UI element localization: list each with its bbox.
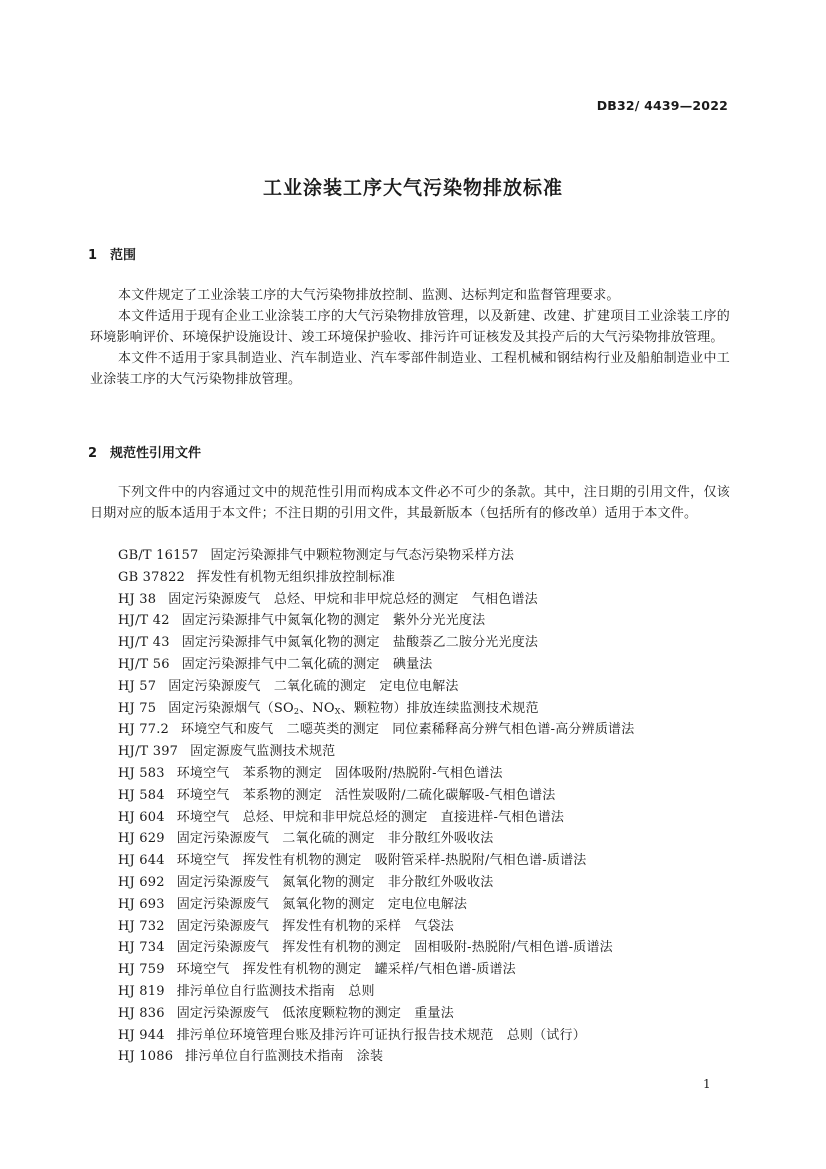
reference-code: GB 37822	[118, 569, 186, 585]
reference-title: 挥发性有机物无组织排放控制标准	[197, 569, 396, 585]
reference-code: HJ 584	[118, 787, 165, 803]
reference-code: HJ 583	[118, 765, 165, 781]
reference-title: 固定污染源废气 二氧化硫的测定 非分散红外吸收法	[176, 831, 494, 847]
reference-code: HJ 57	[118, 678, 157, 694]
subscript: X	[334, 706, 341, 716]
reference-title: 固定污染源排气中颗粒物测定与气态污染物采样方法	[210, 548, 515, 563]
reference-code: HJ 629	[118, 831, 165, 847]
reference-item	[118, 545, 634, 567]
reference-code: HJ 734	[118, 940, 165, 956]
reference-item	[118, 894, 634, 916]
reference-code: GB/T 16157	[118, 548, 199, 563]
section-2-number: 2	[88, 446, 98, 461]
reference-title: 环境空气 总烃、甲烷和非甲烷总烃的测定 直接进样-气相色谱法	[176, 809, 565, 825]
reference-item	[118, 850, 634, 872]
reference-title: 固定污染源废气 氮氧化物的测定 非分散红外吸收法	[176, 874, 494, 890]
reference-item	[118, 719, 634, 741]
reference-title: 排污单位自行监测技术指南 总则	[176, 983, 375, 999]
section-2-intro-text: 下列文件中的内容通过文中的规范性引用而构成本文件必不可少的条款。其中，注日期的引用文件，仅该日期对应的版本适用于本文件；不注日期的引用文件，其最新版本（包括所有的修改单）适用于本文件。	[90, 485, 730, 521]
reference-item	[118, 1046, 634, 1068]
reference-item	[118, 872, 634, 894]
reference-item	[118, 807, 634, 829]
reference-code: HJ 604	[118, 809, 165, 825]
section-1-paragraph: 本文件不适用于家具制造业、汽车制造业、汽车零部件制造业、工程机械和钢结构行业及船舶制造业中工业涂装工序的大气污染物排放管理。	[90, 351, 730, 387]
reference-code: HJ 692	[118, 874, 165, 890]
reference-code: HJ/T 397	[118, 744, 179, 760]
reference-item	[118, 632, 634, 654]
page-number: 1	[703, 1077, 711, 1091]
section-1-body	[90, 285, 730, 390]
reference-code: HJ 759	[118, 962, 165, 978]
reference-code: HJ 38	[118, 591, 157, 607]
reference-code: HJ 1086	[118, 1049, 174, 1065]
reference-title: 环境空气 苯系物的测定 活性炭吸附/二硫化碳解吸-气相色谱法	[176, 787, 556, 803]
reference-title	[168, 701, 538, 716]
reference-item	[118, 937, 634, 959]
reference-title: 固定污染源排气中氮氧化物的测定 盐酸萘乙二胺分光光度法	[181, 635, 539, 651]
section-1-paragraph: 本文件适用于现有企业工业涂装工序的大气污染物排放管理，以及新建、改建、扩建项目工业涂装工序的环境影响评价、环境保护设施设计、竣工环境保护验收、排污许可证核发及其投产后的大气污染物排放管理。	[90, 309, 730, 345]
reference-title: 固定污染源排气中二氧化硫的测定 碘量法	[181, 656, 433, 672]
reference-item	[118, 567, 634, 589]
reference-code: HJ 693	[118, 896, 165, 912]
reference-title-part: 、NO	[299, 700, 335, 716]
reference-title: 固定污染源废气 氮氧化物的测定 定电位电解法	[176, 896, 468, 912]
reference-title: 固定污染源废气 挥发性有机物的测定 固相吸附-热脱附/气相色谱-质谱法	[176, 940, 613, 956]
reference-item	[118, 981, 634, 1003]
reference-code: HJ 644	[118, 853, 165, 869]
section-2-intro	[90, 482, 730, 524]
section-2-title: 规范性引用文件	[110, 446, 202, 461]
reference-title: 固定污染源废气 挥发性有机物的采样 气袋法	[176, 918, 454, 934]
reference-title: 固定污染源废气 总烃、甲烷和非甲烷总烃的测定 气相色谱法	[168, 591, 538, 607]
section-1-heading	[88, 244, 136, 263]
reference-item	[118, 741, 634, 763]
reference-list	[118, 545, 634, 1068]
reference-title: 环境空气 挥发性有机物的测定 罐采样/气相色谱-质谱法	[176, 962, 516, 978]
reference-code: HJ/T 43	[118, 635, 170, 651]
section-1-number: 1	[88, 248, 98, 263]
section-1-paragraph: 本文件规定了工业涂装工序的大气污染物排放控制、监测、达标判定和监督管理要求。	[118, 288, 620, 303]
document-title: 工业涂装工序大气污染物排放标准	[262, 177, 563, 199]
reference-title-part: 固定污染源烟气（SO	[168, 700, 294, 716]
reference-code: HJ 819	[118, 983, 165, 999]
reference-title: 环境空气 苯系物的测定 固体吸附/热脱附-气相色谱法	[176, 765, 503, 781]
reference-item	[118, 654, 634, 676]
reference-item	[118, 1025, 634, 1047]
reference-code: HJ/T 56	[118, 656, 170, 672]
reference-title: 固定污染源废气 低浓度颗粒物的测定 重量法	[176, 1005, 454, 1021]
reference-title: 环境空气 挥发性有机物的测定 吸附管采样-热脱附/气相色谱-质谱法	[176, 853, 587, 869]
section-2-heading	[88, 442, 201, 461]
reference-code: HJ 77.2	[118, 722, 170, 738]
reference-title: 固定污染源废气 二氧化硫的测定 定电位电解法	[168, 678, 459, 694]
reference-item	[118, 676, 634, 698]
reference-item	[118, 785, 634, 807]
reference-code: HJ 836	[118, 1005, 165, 1021]
reference-item	[118, 828, 634, 850]
reference-item	[118, 698, 634, 720]
reference-title-part: 、颗粒物）排放连续监测技术规范	[340, 700, 539, 716]
reference-item	[118, 589, 634, 611]
reference-title: 排污单位环境管理台账及排污许可证执行报告技术规范 总则（试行）	[176, 1027, 586, 1043]
reference-code: HJ 732	[118, 918, 165, 934]
reference-title: 固定污染源排气中氮氧化物的测定 紫外分光光度法	[181, 613, 486, 629]
reference-item	[118, 916, 634, 938]
reference-code: HJ 75	[118, 700, 157, 716]
reference-item	[118, 610, 634, 632]
reference-title: 固定源废气监测技术规范	[190, 744, 336, 760]
reference-code: HJ 944	[118, 1027, 165, 1043]
reference-title: 排污单位自行监测技术指南 涂装	[185, 1049, 384, 1065]
reference-item	[118, 1003, 634, 1025]
reference-item	[118, 959, 634, 981]
section-1-title: 范围	[110, 248, 137, 263]
standard-code: DB32/ 4439—2022	[596, 98, 728, 113]
reference-code: HJ/T 42	[118, 613, 170, 629]
reference-item	[118, 763, 634, 785]
reference-title: 环境空气和废气 二噁英类的测定 同位素稀释高分辨气相色谱-高分辨质谱法	[181, 722, 635, 738]
subscript: 2	[293, 706, 300, 716]
